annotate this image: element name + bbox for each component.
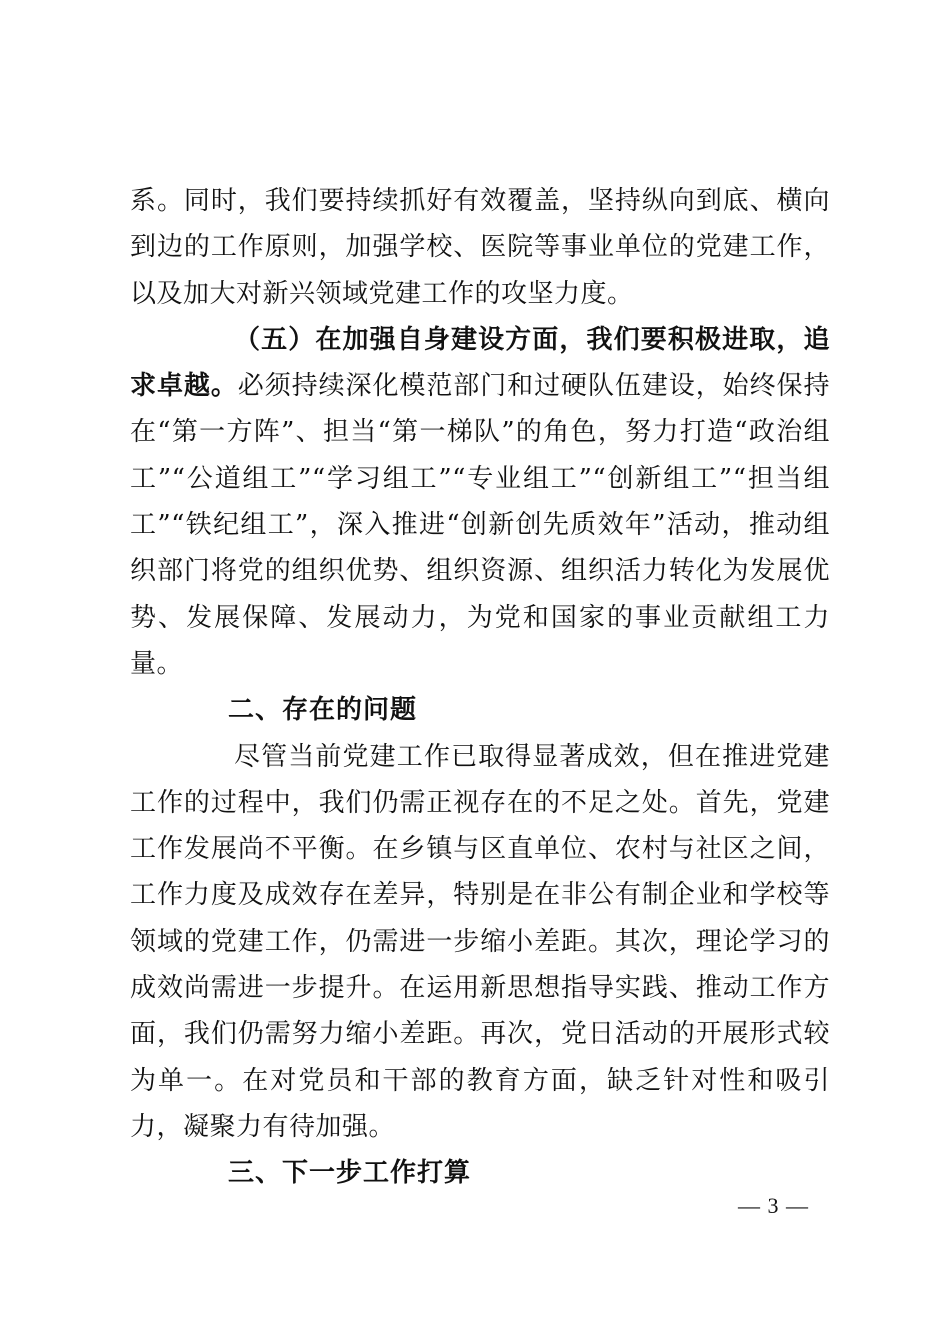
section-heading-problems: 二、存在的问题: [228, 695, 418, 726]
paragraph-self-building-body: 必须持续深化模范部门和过硬队伍建设，始终保持在“第一方阵”、担当“第一梯队”的角色，努力打造“政治组工”“公道组工”“学习组工”“专业组工”“创新组工”“担当组工”“铁纪组工”，深入推进“创新创先质效年”活动，推动组织部门将党的组织优势、组织资源、组织活力转化为发展优势、发展保障、发展动力，为党和国家的事业贡献组工力量。: [130, 371, 830, 679]
document-body: [130, 178, 830, 1197]
paragraph-problems: 尽管当前党建工作已取得显著成效，但在推进党建工作的过程中，我们仍需正视存在的不足之处。首先，党建工作发展尚不平衡。在乡镇与区直单位、农村与社区之间，工作力度及成效存在差异，特别是在非公有制企业和学校等领域的党建工作，仍需进一步缩小差距。其次，理论学习的成效尚需进一步提升。在运用新思想指导实践、推动工作方面，我们仍需努力缩小差距。再次，党日活动的开展形式较为单一。在对党员和干部的教育方面，缺乏针对性和吸引力，凝聚力有待加强。: [130, 741, 830, 1142]
paragraph-continued: 系。同时，我们要持续抓好有效覆盖，坚持纵向到底、横向到边的工作原则，加强学校、医院等事业单位的党建工作，以及加大对新兴领域党建工作的攻坚力度。: [130, 186, 830, 309]
paragraph-self-building-lead: （五）在加强自身建设方面，我们要积极进取，追求卓越。: [130, 324, 830, 402]
section-heading-next-steps: 三、下一步工作打算: [228, 1158, 472, 1189]
page-number: — 3 —: [738, 1193, 809, 1218]
paragraph-self-building: [130, 317, 830, 687]
